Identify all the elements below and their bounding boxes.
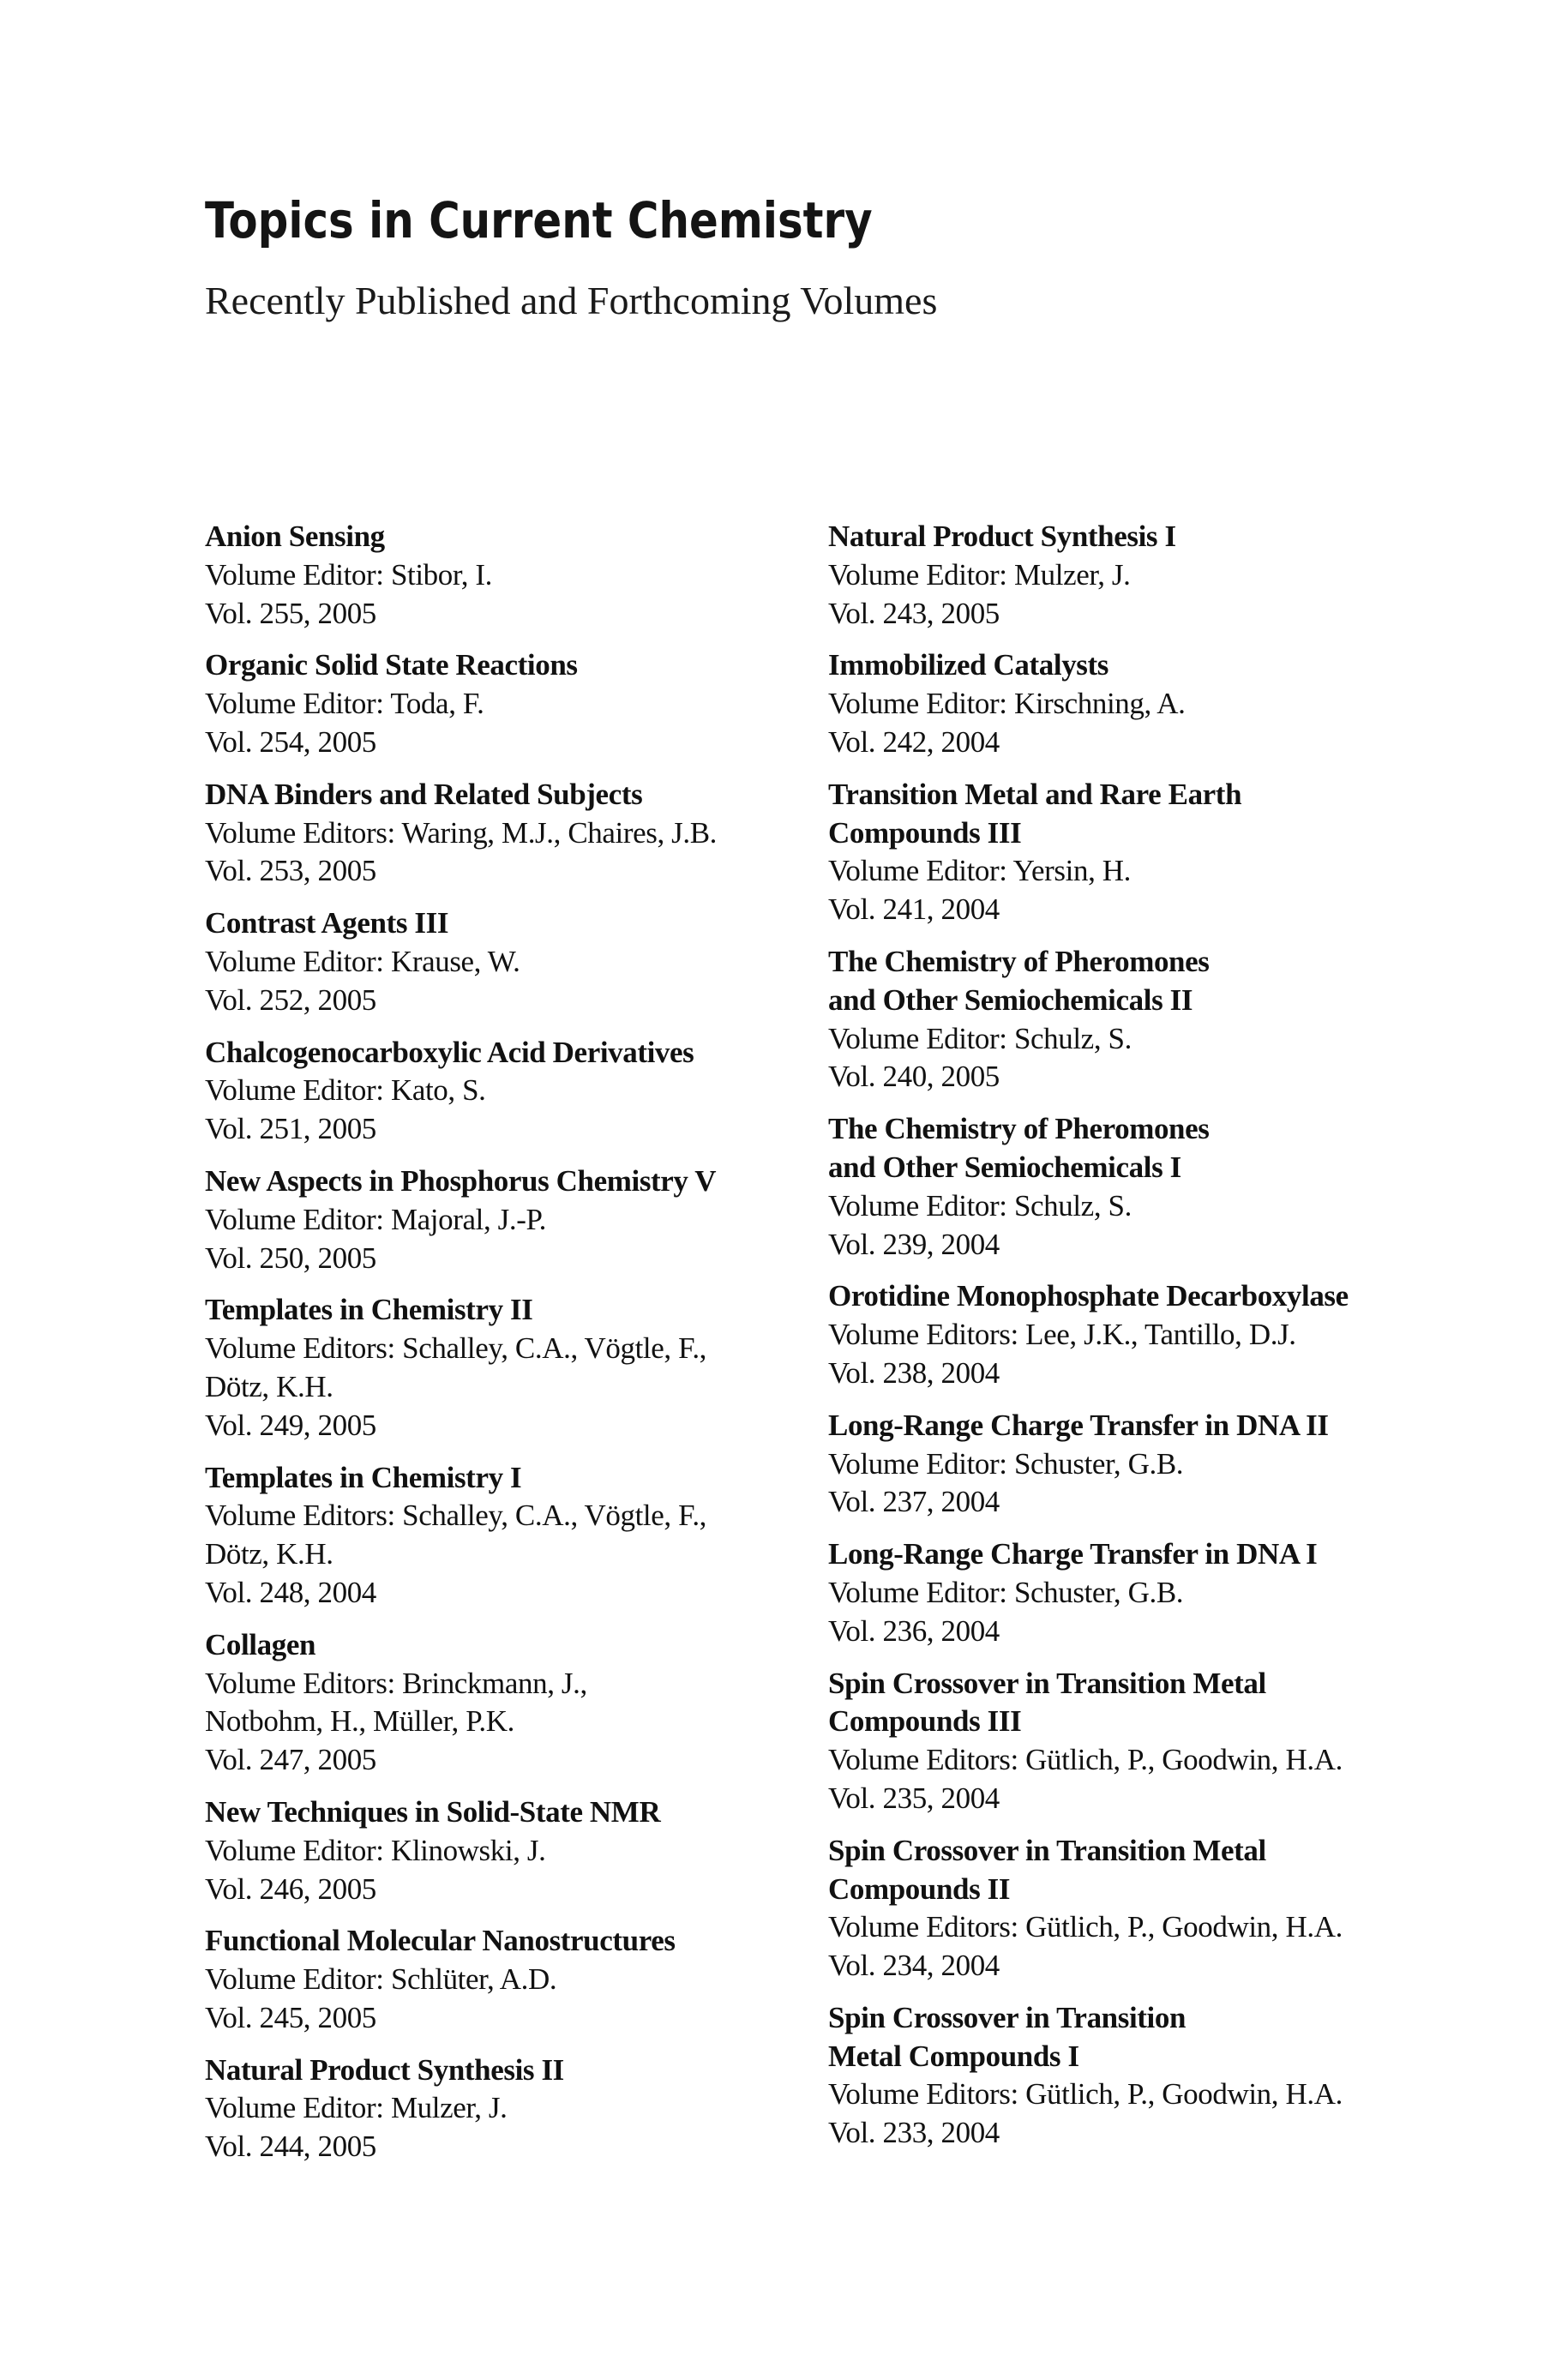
volume-title: Templates in Chemistry I <box>205 1460 522 1494</box>
volume-editor: Volume Editors: Waring, M.J., Chaires, J.B. <box>205 815 718 850</box>
volume-number: Vol. 240, 2005 <box>828 1060 1000 1094</box>
volume-editor: Volume Editor: Kirschning, A. <box>828 687 1186 721</box>
volume-title: DNA Binders and Related Subjects <box>205 777 643 811</box>
volume-entry <box>828 776 1445 929</box>
volume-editor: Volume Editor: Schuster, G.B. <box>828 1446 1184 1481</box>
volume-entry <box>828 943 1445 1096</box>
volume-entry <box>205 1626 822 1780</box>
volume-entry <box>205 2052 822 2166</box>
volume-editor: Volume Editor: Krause, W. <box>205 944 520 978</box>
volume-title: New Aspects in Phosphorus Chemistry V <box>205 1163 717 1198</box>
volume-entry <box>205 904 822 1019</box>
volume-title: Anion Sensing <box>205 520 385 553</box>
volume-number: Vol. 241, 2004 <box>828 892 1000 927</box>
volume-entry <box>828 1277 1445 1392</box>
volume-title: Collagen <box>205 1627 316 1661</box>
volume-number: Vol. 250, 2005 <box>205 1241 376 1275</box>
volume-editor: Volume Editor: Schlüter, A.D. <box>205 1962 557 1997</box>
volume-editor: Volume Editor: Mulzer, J. <box>205 2091 508 2125</box>
series-title: Topics in Current Chemistry <box>205 191 873 249</box>
volume-title: Spin Crossover in Transition Metal Compounds II <box>828 1833 1266 1906</box>
volume-entry <box>828 1999 1445 2153</box>
volume-number: Vol. 243, 2005 <box>828 596 1000 630</box>
volume-entry <box>205 1793 822 1908</box>
volume-number: Vol. 242, 2004 <box>828 724 1000 759</box>
volume-entry <box>205 646 822 761</box>
volume-entry <box>828 1110 1445 1264</box>
volume-number: Vol. 248, 2004 <box>205 1575 376 1609</box>
volume-title: The Chemistry of Pheromones and Other Semiochemicals II <box>828 944 1210 1017</box>
volume-entry <box>828 1832 1445 1986</box>
volume-title: Chalcogenocarboxylic Acid Derivatives <box>205 1035 694 1069</box>
volume-entry <box>828 1535 1445 1650</box>
volume-title: Orotidine Monophosphate Decarboxylase <box>828 1279 1349 1313</box>
volume-title: New Techniques in Solid-State NMR <box>205 1794 661 1829</box>
left-volume-column <box>205 518 822 2180</box>
volume-number: Vol. 253, 2005 <box>205 854 376 888</box>
volume-entry <box>205 1034 822 1149</box>
volume-editor: Volume Editor: Toda, F. <box>205 687 484 721</box>
volume-editor: Volume Editors: Gütlich, P., Goodwin, H.A. <box>828 2077 1343 2112</box>
volume-title: Spin Crossover in Transition Metal Compounds I <box>828 2000 1187 2073</box>
volume-title: Long-Range Charge Transfer in DNA I <box>828 1537 1318 1571</box>
volume-entry <box>828 1407 1445 1522</box>
volume-number: Vol. 238, 2004 <box>828 1355 1000 1390</box>
volume-title: Long-Range Charge Transfer in DNA II <box>828 1408 1329 1442</box>
volume-number: Vol. 255, 2005 <box>205 596 376 630</box>
volume-title: Templates in Chemistry II <box>205 1293 533 1327</box>
volume-number: Vol. 236, 2004 <box>828 1613 1000 1648</box>
volume-editor: Volume Editors: Gütlich, P., Goodwin, H.A. <box>828 1743 1343 1777</box>
volume-number: Vol. 245, 2005 <box>205 2000 376 2034</box>
volume-entry <box>828 518 1445 633</box>
volume-number: Vol. 237, 2004 <box>828 1485 1000 1519</box>
volume-entry <box>828 1665 1445 1818</box>
volume-editor: Volume Editors: Lee, J.K., Tantillo, D.J. <box>828 1318 1296 1352</box>
volume-editor: Volume Editor: Klinowski, J. <box>205 1833 546 1867</box>
volume-number: Vol. 239, 2004 <box>828 1227 1000 1261</box>
volume-entry <box>828 646 1445 761</box>
series-subtitle: Recently Published and Forthcoming Volumes <box>205 279 938 322</box>
volume-number: Vol. 234, 2004 <box>828 1949 1000 1983</box>
volume-entry <box>205 776 822 891</box>
volume-editor: Volume Editor: Schulz, S. <box>828 1188 1132 1223</box>
volume-number: Vol. 244, 2005 <box>205 2130 376 2164</box>
volume-title: Spin Crossover in Transition Metal Compounds III <box>828 1666 1266 1739</box>
volume-entry <box>205 1291 822 1445</box>
volume-editor: Volume Editor: Stibor, I. <box>205 557 493 592</box>
volume-entry <box>205 518 822 633</box>
volume-entry <box>205 1922 822 2037</box>
volume-editor: Volume Editor: Yersin, H. <box>828 854 1131 888</box>
volume-entry <box>205 1459 822 1613</box>
volume-title: Transition Metal and Rare Earth Compounds III <box>828 777 1242 850</box>
volume-editor: Volume Editors: Gütlich, P., Goodwin, H.A. <box>828 1910 1343 1944</box>
volume-editor: Volume Editor: Kato, S. <box>205 1073 486 1108</box>
volume-editor: Volume Editor: Schulz, S. <box>828 1021 1132 1055</box>
volume-editor: Volume Editor: Schuster, G.B. <box>828 1575 1184 1609</box>
volume-editor: Volume Editors: Schalley, C.A., Vögtle, F., Dötz, K.H. <box>205 1331 707 1403</box>
volume-title: Organic Solid State Reactions <box>205 648 578 682</box>
volume-number: Vol. 249, 2005 <box>205 1408 376 1442</box>
volume-entry <box>205 1162 822 1277</box>
volume-number: Vol. 233, 2004 <box>828 2116 1000 2150</box>
volume-title: Functional Molecular Nanostructures <box>205 1924 676 1958</box>
volume-editor: Volume Editors: Schalley, C.A., Vögtle, F., Dötz, K.H. <box>205 1499 707 1571</box>
volume-editor: Volume Editor: Mulzer, J. <box>828 557 1131 592</box>
volume-title: Contrast Agents III <box>205 906 449 940</box>
volume-editor: Volume Editors: Brinckmann, J., Notbohm, H., Müller, P.K. <box>205 1666 587 1739</box>
volume-number: Vol. 246, 2005 <box>205 1871 376 1906</box>
volume-number: Vol. 252, 2005 <box>205 982 376 1017</box>
volume-number: Vol. 247, 2005 <box>205 1743 376 1777</box>
volume-number: Vol. 235, 2004 <box>828 1781 1000 1815</box>
volume-number: Vol. 254, 2005 <box>205 724 376 759</box>
right-volume-column <box>828 518 1445 2166</box>
volume-editor: Volume Editor: Majoral, J.-P. <box>205 1202 547 1236</box>
volume-number: Vol. 251, 2005 <box>205 1112 376 1146</box>
volume-title: Natural Product Synthesis II <box>205 2052 564 2087</box>
volume-title: Immobilized Catalysts <box>828 648 1109 682</box>
volume-title: The Chemistry of Pheromones and Other Semiochemicals I <box>828 1112 1210 1184</box>
volume-title: Natural Product Synthesis I <box>828 520 1176 553</box>
